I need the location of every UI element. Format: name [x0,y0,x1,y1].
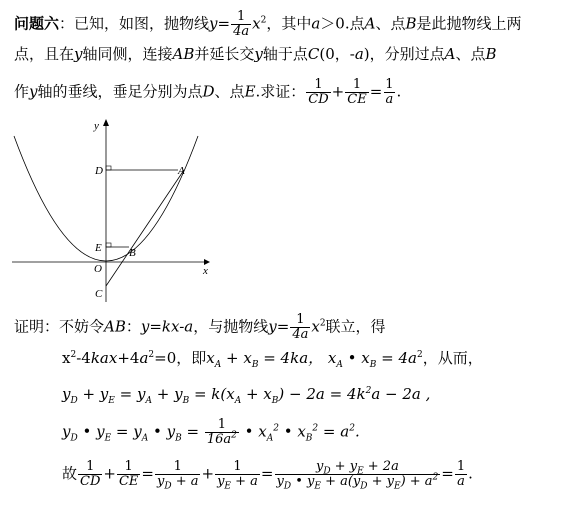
label-x: x [203,265,208,277]
text: (0，- [319,45,355,63]
proof-line-2: $x^2-4kax+4a^2=0$，即$x_A + x_B = 4ka$， $x_A$ • $x_B = 4a^2$，从而， [62,349,483,370]
denominator: a [385,92,394,107]
label-o: O [94,263,102,275]
right-angle-d [106,166,111,170]
numerator: 1 [314,77,323,92]
text: ＞0.点 [320,14,365,33]
denominator: CD [308,92,329,107]
text: E [244,82,256,101]
text: y=kx-a [140,317,194,336]
fraction: $\frac{1}{CE}$ [118,459,139,489]
fraction [345,78,368,107]
proof-line-1: 证明：不妨令AB：y=kx-a，与抛物线y= $\frac{1}{4a}$ $x^2$联立，得 [14,312,386,342]
text: ：已知，如图，抛物线 [59,14,210,33]
text: a [311,14,321,33]
text: 轴的垂线，垂足分别为点 [37,82,203,101]
parabola-figure [12,116,212,306]
fraction [306,78,330,107]
text: -4 [76,349,91,367]
text: ： [125,317,141,336]
text: y [29,82,38,101]
fraction: $\frac{1}{CD}$ [80,459,101,489]
label-c: C [95,288,103,300]
text: ，与抛物线 [193,317,269,336]
text: = 4ka， [263,349,324,367]
right-angle-e [106,243,111,247]
problem-title: 问题六 [14,14,60,33]
label-y: y [94,120,99,132]
text: • x [347,349,370,367]
numerator: 1 [352,77,362,92]
proof-line-4: $y_D$ • $y_E = y_A$ • $y_B$ = $\frac{1}{16a^2}$ • $x_A^2$ • $x_B^2 = a^2$. [62,417,360,447]
fraction [231,10,251,39]
text: ，从而， [422,349,483,367]
fraction: $\frac{1}{16a^2}$ [206,417,237,447]
text: x [206,349,215,367]
text: y [209,14,218,33]
numerator: 1 [236,9,246,24]
denominator: 4a [292,327,309,342]
text: 联立，得 [325,317,386,336]
text: =0，即 [154,349,207,367]
text: = 4a [381,349,417,367]
text: y [254,45,263,63]
text: kax [90,349,118,367]
text: 、点 [375,14,406,33]
label-b: B [129,247,136,259]
numerator: 1 [385,77,394,92]
text: 轴同侧，连接 [82,45,173,63]
text: 点，且在 [14,45,75,63]
line-cab [106,170,184,286]
label-e: E [95,242,102,254]
label-a: A [178,165,185,177]
y-axis-arrow [103,119,109,126]
numerator: 1 [296,312,305,327]
text: y [74,45,83,63]
problem-line-2 [14,44,497,64]
text: AB [172,45,195,63]
text: ，其中 [266,14,312,33]
text: B [485,45,497,63]
text: 、点 [455,45,486,63]
text: x [62,349,71,367]
text: x [252,14,261,33]
fraction [383,78,395,107]
fraction: $\frac{1}{y_D + a}$ [156,459,199,492]
text: a [354,45,364,63]
text: 轴于点 [262,45,308,63]
text: A [444,45,456,63]
proof-line-5: 故 $\frac{1}{CD}$ + $\frac{1}{CE}$ = $\frac{1}{y_D + a}$ + $\frac{1}{y_E + a}$ = $\frac{y_D + y_E + 2a}{y_D • y_E + a(y_D + y_E) + a^2}$ = $\frac{1}{a}$ . [62,459,473,492]
text: 并延长交 [194,45,255,63]
text: x [327,349,337,367]
fraction: $\frac{1}{y_E + a}$ [217,459,258,492]
text: 、点 [214,82,245,101]
text: A [364,14,376,33]
denominator: 4a [233,24,250,39]
text: 是此抛物线上两 [416,14,522,33]
fraction [290,313,310,342]
text: D [202,82,215,101]
text: 作 [14,82,30,101]
problem-line-3: 作y轴的垂线，垂足分别为点D、点E.求证： $\frac{1}{CD}$ + $\frac{1}{CE}$ = $\frac{1}{a}$ . [14,77,402,107]
fraction: $\frac{y_D + y_E + 2a}{y_D • y_E + a(y_D + y_E) + a^2}$ [276,459,439,492]
text: B [405,14,417,33]
text: 证明：不妨令 [14,317,105,336]
text: )，分别过点 [363,45,445,63]
text: 故 [62,464,78,483]
text: C [307,45,320,63]
text: .求证： [255,82,306,101]
label-d: D [95,165,103,177]
problem-line-1: 问题六：已知，如图，抛物线y= $\frac{1}{4a}$ $x^2$，其中a＞0.点A、点B是此抛物线上两 [14,9,522,39]
text: a [139,349,149,367]
fraction: $\frac{1}{a}$ [456,459,466,489]
text: AB [104,317,126,336]
text: +4 [117,349,140,367]
denominator: CE [347,92,367,107]
text: + x [226,349,252,367]
proof-line-3: $y_D + y_E = y_A + y_B = k(x_A + x_B) - 2a = 4k^2a - 2a$ , [62,385,431,406]
